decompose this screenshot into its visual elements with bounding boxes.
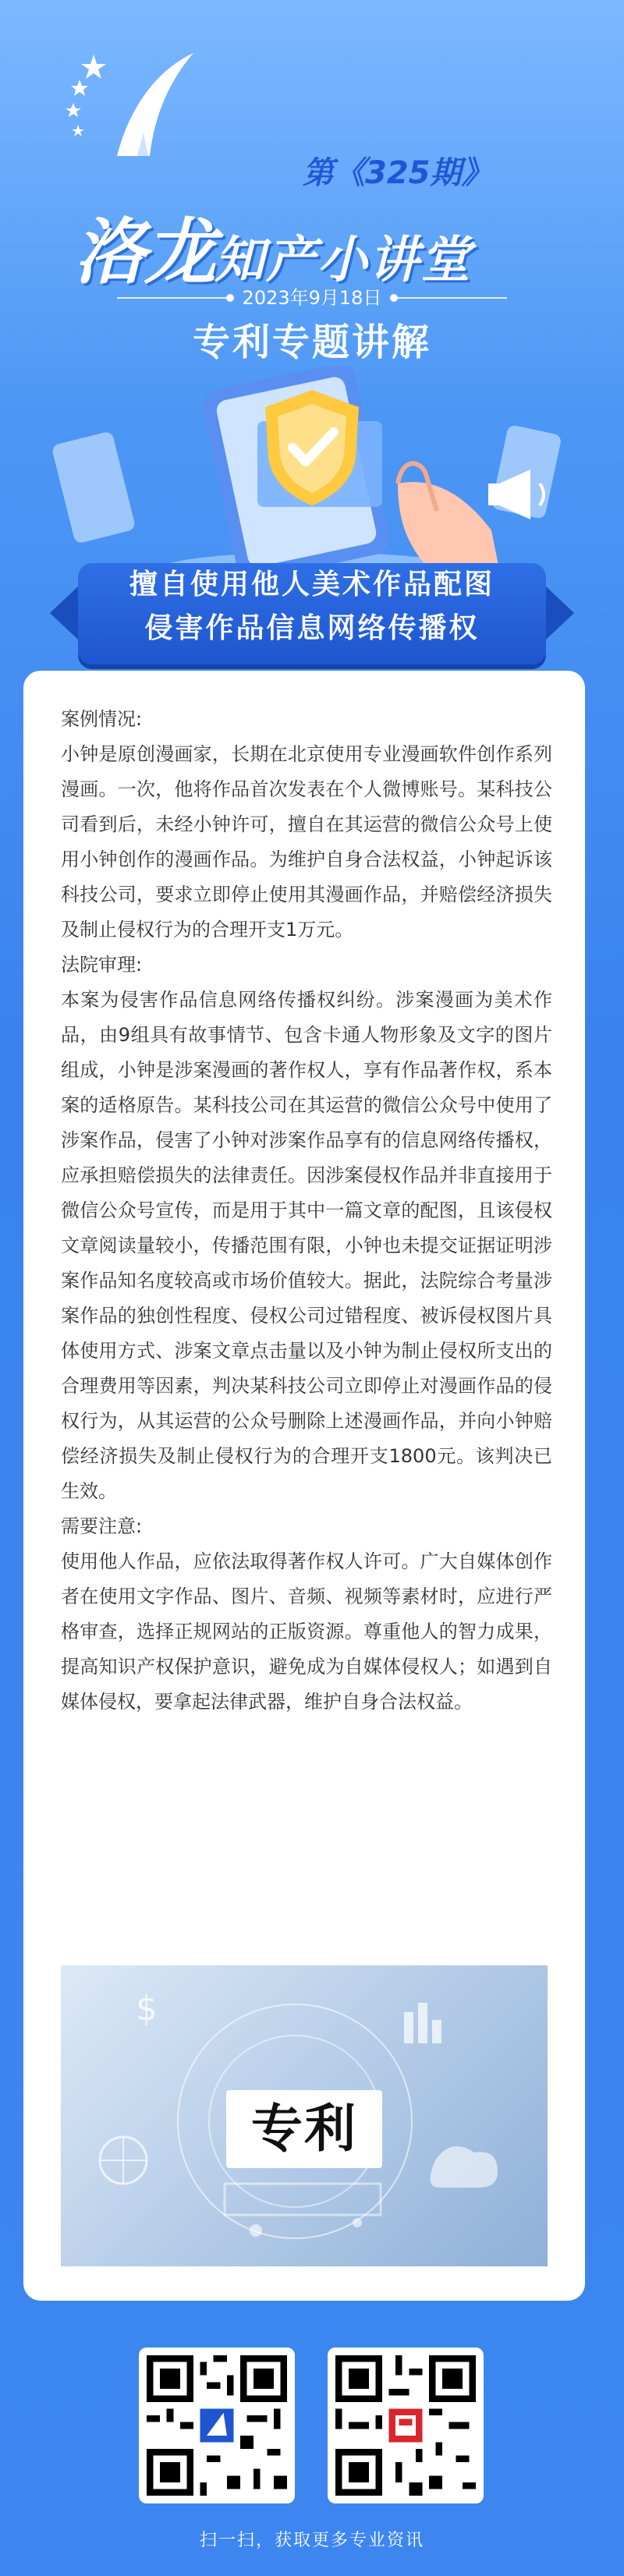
poster-header — [0, 0, 624, 671]
patent-label: 专利 — [226, 2090, 382, 2168]
case-paragraph: 小钟是原创漫画家，长期在北京使用专业漫画软件创作系列漫画。一次，他将作品首次发表在个人微博账号。某科技公司看到后，未经小钟许可，擅自在其运营的微信公众号上使用小钟创作的漫画作品。为维护自身合法权益，小钟起诉该科技公司，要求立即停止使用其漫画作品，并赔偿经济损失及制止侵权行为的合理开支1万元。 — [61, 743, 552, 941]
notice-paragraph: 使用他人作品，应依法取得著作权人许可。广大自媒体创作者在使用文字作品、图片、音频、视频等素材时，应进行严格审查，选择正规网站的正版资源。尊重他人的智力成果，提高知识产权保护意识，避免成为自媒体侵权人；如遇到自媒体侵权，要拿起法律武器，维护自身合法权益。 — [61, 1550, 552, 1713]
case-heading: 案例情况: — [61, 708, 143, 730]
date-row — [0, 285, 624, 311]
title-part-2: 知产小讲堂 — [214, 232, 473, 289]
title-part-1: 洛龙 — [74, 211, 215, 294]
banner-line-2: 侵害作品信息网络传播权 — [144, 612, 480, 644]
footer-caption: 扫一扫，获取更多专业资讯 — [199, 2531, 424, 2550]
article-body — [61, 702, 552, 1720]
patent-photo — [61, 1965, 548, 2266]
qr-code-left[interactable] — [139, 2347, 295, 2503]
trial-heading: 法院审理: — [61, 954, 143, 976]
qr-code-left-icon — [147, 2355, 287, 2496]
issue-number: 第《325期》 — [303, 155, 493, 191]
publish-date: 2023年9月18日 — [242, 287, 382, 309]
page-title — [74, 195, 573, 294]
divider-right — [398, 297, 507, 299]
banner-ribbon-right — [546, 586, 574, 640]
banner-ribbon-left — [50, 586, 78, 640]
topic-banner — [78, 563, 546, 664]
divider-dot-right — [390, 294, 398, 302]
notice-heading: 需要注意: — [61, 1515, 143, 1537]
logo-emblem-icon — [62, 39, 203, 164]
banner-line-1: 擅自使用他人美术作品配图 — [129, 569, 495, 601]
qr-code-right-icon — [335, 2355, 476, 2496]
qr-code-right[interactable] — [328, 2347, 484, 2503]
trial-paragraph: 本案为侵害作品信息网络传播权纠纷。涉案漫画为美术作品，由9组具有故事情节、包含卡通人物形象及文字的图片组成，小钟是涉案漫画的著作权人，享有作品著作权，系本案的适格原告。某科技公司在其运营的微信公众号中使用了涉案作品，侵害了小钟对涉案作品享有的信息网络传播权，应承担赔偿损失的法律责任。因涉案侵权作品并非直接用于微信公众号宣传，而是用于其中一篇文章的配图，且该侵权文章阅读量较小，传播范围有限，小钟也未提交证据证明涉案作品知名度较高或市场价值较大。据此，法院综合考量涉案作品的独创性程度、侵权公司过错程度、被诉侵权图片具体使用方式、涉案文章点击量以及小钟为制止侵权所支出的合理费用等因素，判决某科技公司立即停止对漫画作品的侵权行为，从其运营的公众号删除上述漫画作品，并向小钟赔偿经济损失及制止侵权行为的合理开支1800元。该判决已生效。 — [61, 989, 552, 1502]
divider-dot-left — [226, 294, 234, 302]
subtitle: 专利专题讲解 — [192, 321, 431, 364]
svg-text:$: $ — [136, 1989, 158, 2029]
article-card — [23, 671, 585, 2301]
divider-left — [117, 297, 226, 299]
